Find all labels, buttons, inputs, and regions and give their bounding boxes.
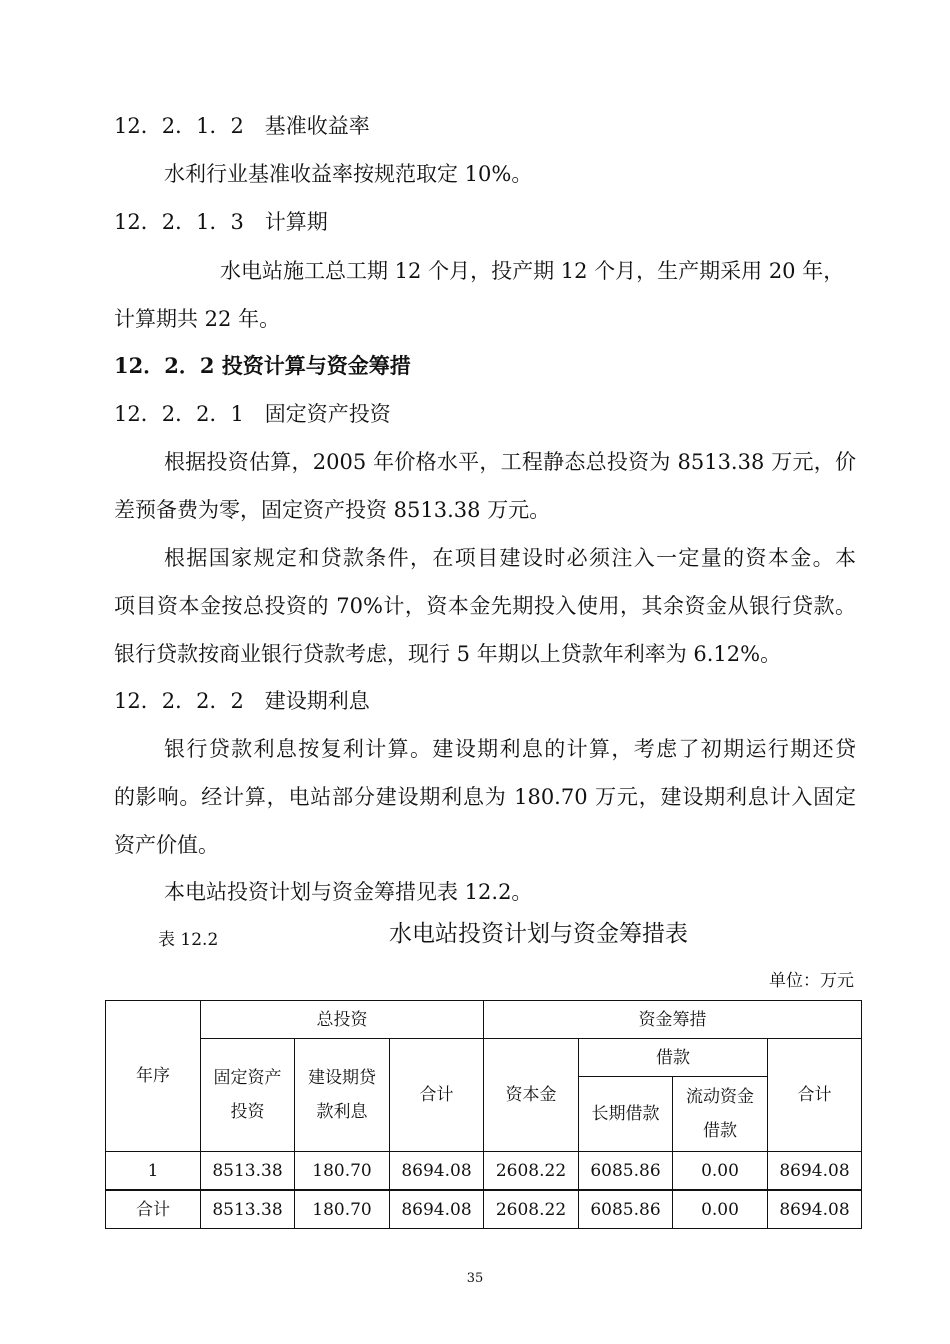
paragraph-investment-line1: 根据投资估算，2005 年价格水平，工程静态总投资为 8513.38 万元，价	[164, 450, 856, 474]
table-label: 表 12.2	[158, 930, 219, 950]
header-construction-interest: 建设期贷款利息	[295, 1039, 390, 1152]
cell-capital: 2608.22	[484, 1152, 579, 1191]
paragraph-interest-line1: 银行贷款利息按复利计算。建设期利息的计算，考虑了初期运行期还贷	[164, 737, 856, 761]
paragraph-capital-line3: 银行贷款按商业银行贷款考虑，现行 5 年期以上贷款年利率为 6.12%。	[114, 642, 782, 666]
heading-construction-interest: 12．2．2．2 建设期利息	[114, 689, 370, 713]
cell-fixed-asset: 8513.38	[201, 1152, 295, 1191]
paragraph-benchmark-rate: 水利行业基准收益率按规范取定 10%。	[164, 162, 533, 186]
heading-calculation-period: 12．2．1．3 计算期	[114, 210, 328, 234]
cell-funding-total: 8694.08	[768, 1190, 862, 1229]
table-row-total	[106, 1190, 862, 1229]
header-working-capital-loan: 流动资金借款	[673, 1077, 768, 1152]
cell-interest: 180.70	[295, 1152, 390, 1191]
cell-interest: 180.70	[295, 1190, 390, 1229]
cell-fixed-asset: 8513.38	[201, 1190, 295, 1229]
table-unit: 单位：万元	[769, 971, 854, 991]
cell-funding-total: 8694.08	[768, 1152, 862, 1191]
cell-long-term-loan: 6085.86	[579, 1190, 673, 1229]
header-funding-total: 合计	[768, 1039, 862, 1152]
paragraph-table-reference: 本电站投资计划与资金筹措见表 12.2。	[164, 880, 533, 904]
cell-working-capital-loan: 0.00	[673, 1190, 768, 1229]
cell-capital: 2608.22	[484, 1190, 579, 1229]
header-loans: 借款	[579, 1039, 768, 1077]
header-fixed-asset-investment: 固定资产投资	[201, 1039, 295, 1152]
table-title: 水电站投资计划与资金筹措表	[389, 921, 688, 947]
paragraph-interest-line3: 资产价值。	[114, 833, 219, 857]
heading-benchmark-rate: 12．2．1．2 基准收益率	[114, 114, 370, 138]
paragraph-capital-line2: 项目资本金按总投资的 70%计，资本金先期投入使用，其余资金从银行贷款。	[114, 594, 856, 618]
paragraph-calc-period-line2: 计算期共 22 年。	[114, 307, 281, 331]
paragraph-calc-period-line1: 水电站施工总工期 12 个月，投产期 12 个月，生产期采用 20 年，	[220, 259, 845, 283]
header-subtotal: 合计	[390, 1039, 484, 1152]
header-capital: 资本金	[484, 1039, 579, 1152]
header-long-term-loan: 长期借款	[579, 1077, 673, 1152]
header-year: 年序	[106, 1001, 201, 1152]
cell-subtotal: 8694.08	[390, 1190, 484, 1229]
table-row	[106, 1152, 862, 1191]
paragraph-capital-line1: 根据国家规定和贷款条件，在项目建设时必须注入一定量的资本金。本	[164, 546, 856, 570]
heading-fixed-asset-investment: 12．2．2．1 固定资产投资	[114, 402, 391, 426]
cell-long-term-loan: 6085.86	[579, 1152, 673, 1191]
cell-working-capital-loan: 0.00	[673, 1152, 768, 1191]
paragraph-interest-line2: 的影响。经计算，电站部分建设期利息为 180.70 万元，建设期利息计入固定	[114, 785, 856, 809]
paragraph-investment-line2: 差预备费为零，固定资产投资 8513.38 万元。	[114, 498, 551, 522]
page-number: 35	[466, 1271, 484, 1286]
cell-subtotal: 8694.08	[390, 1152, 484, 1191]
cell-year: 合计	[106, 1190, 201, 1229]
heading-investment-funding: 12．2．2 投资计算与资金筹措	[114, 353, 411, 378]
investment-funding-table	[105, 1000, 862, 1229]
cell-year: 1	[106, 1152, 201, 1191]
header-funding: 资金筹措	[484, 1001, 862, 1039]
header-total-investment: 总投资	[201, 1001, 484, 1039]
